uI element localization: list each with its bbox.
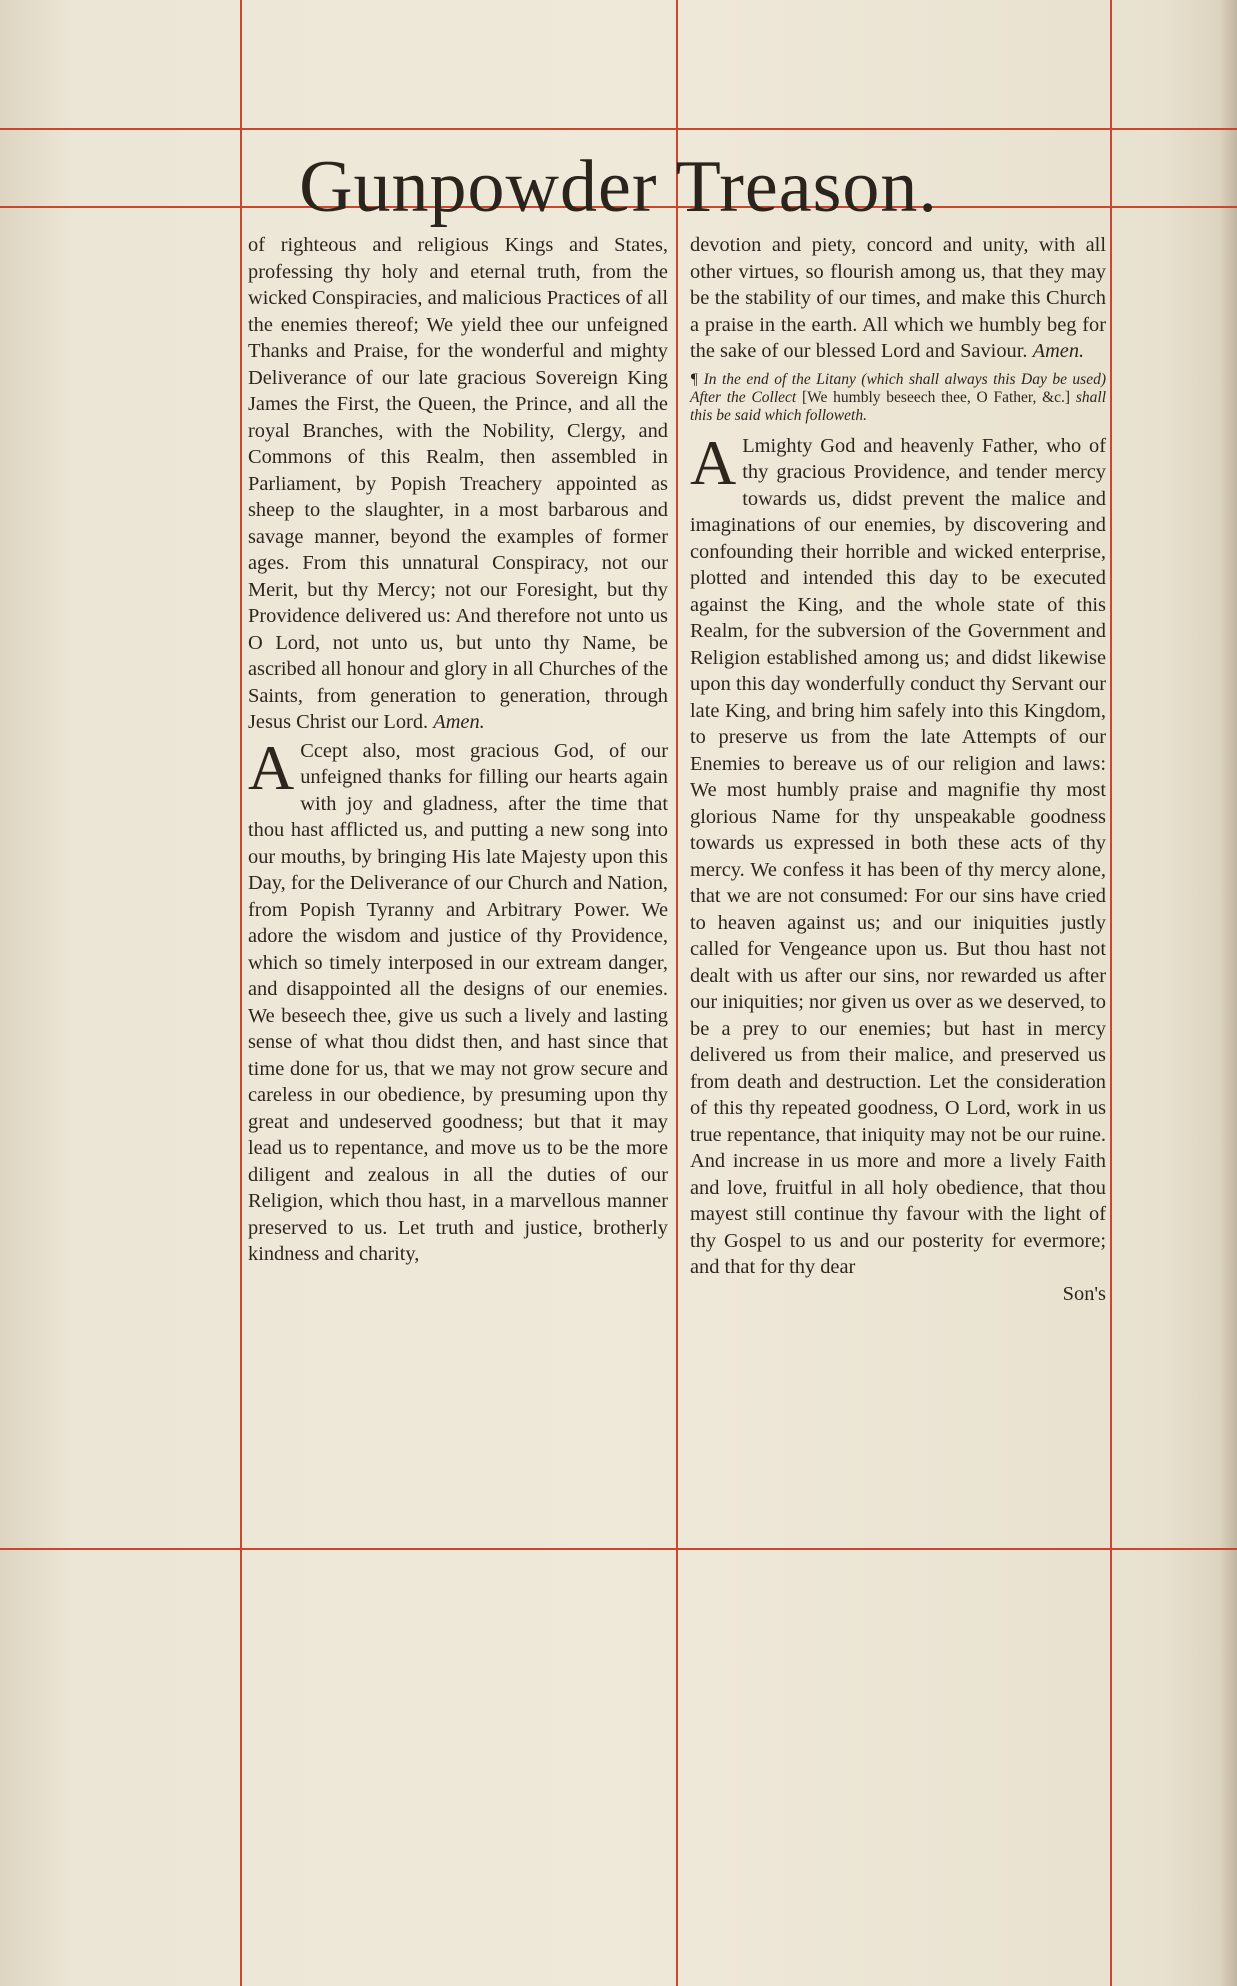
rubric-part-3: shall this be said which followeth. xyxy=(690,388,1107,424)
right-paragraph-1 xyxy=(690,232,1106,365)
left-paragraph-2 xyxy=(248,731,668,1268)
right-paragraph-2 xyxy=(690,426,1106,1281)
rule-above-title xyxy=(0,128,1237,130)
page-title: Gunpowder Treason. xyxy=(299,146,938,228)
rule-bottom-text xyxy=(0,1548,1237,1550)
left-paragraph-1 xyxy=(248,232,668,736)
right-paragraph-1-text: devotion and piety, concord and unity, with all other virtues, so flourish among us, that they may be the stability of our times, and make this Church a praise in the earth. All which we humbly beg for the sake of our blessed Lord and Saviour. xyxy=(690,234,1106,362)
rubric-instruction xyxy=(690,371,1106,425)
left-paragraph-2-text: Ccept also, most gracious God, of our unfeigned thanks for filling our hearts again with joy and gladness, after the time that thou hast afflicted us, and putting a new song into our mouths, by bringing His late Majesty upon this Day, for the Deliverance of our Church and Nation, from Popish Tyranny and Arbitrary Power. We adore the wisdom and justice of thy Providence, which so timely interposed in our extream danger, and disappointed all the designs of our enemies. We beseech thee, give us such a lively and lasting sense of what thou didst then, and hast since that time done for us, that we may not grow secure and careless in our obedience, by presuming upon thy great and undeserved goodness; but that it may lead us to repentance, and move us to be the more diligent and zealous in all the duties of our Religion, which thou hast, in a marvellous manner preserved to us. Let truth and justice, brotherly kindness and charity, xyxy=(248,739,668,1265)
margin-rule-right xyxy=(1110,0,1112,1986)
margin-rule-left xyxy=(240,0,242,1986)
drop-cap-right: A xyxy=(690,426,737,498)
right-paragraph-2-text: Lmighty God and heavenly Father, who of thy gracious Providence, and tender mercy towards us, didst prevent the malice and imaginations of our enemies, by discovering and confounding their horrible and wicked enterprise, plotted and intended this day to be executed against the King, and the whole state of this Realm, for the subversion of the Government and Religion established among us; and didst likewise upon this day wonderfully conduct thy Servant our late King, and bring him safely into this Kingdom, to preserve us from the late Attempts of our Enemies to bereave us of our religion and laws: We most humbly praise and magnifie thy most glorious Name for thy unspeakable goodness towards us expressed in both these acts of thy mercy. We confess it has been of thy mercy alone, that we are not consumed: For our sins have cried to heaven against us; and our iniquities justly called for Vengeance upon us. But thou hast not dealt with us after our sins, nor rewarded us after our iniquities; nor given us over as we deserved, to be a prey to our enemies; but hast in mercy delivered us from their malice, and preserved us from death and destruction. Let the consideration of this thy repeated goodness, O Lord, work in us true repentance, that iniquity may not be our ruine. And increase in us more and more a lively Faith and love, fruitful in all holy obedience, that thou mayest still continue thy favour with the light of thy Gospel to us and our posterity for evermore; and that for thy dear xyxy=(690,434,1106,1278)
amen-left: Amen. xyxy=(433,711,485,733)
rubric-part-2: [We humbly beseech thee, O Father, &c.] xyxy=(801,388,1071,406)
right-column xyxy=(690,232,1106,1307)
amen-right: Amen. xyxy=(1032,340,1085,362)
catchword: Son's xyxy=(1062,1282,1106,1305)
left-paragraph-1-text: of righteous and religious Kings and States, professing thy holy and eternal truth, from the wicked Conspiracies, and malicious Practices of all the enemies thereof; We yield thee our unfeigned Thanks and Praise, for the wonderful and mighty Deliverance of our late gracious Sovereign King James the First, the Queen, the Prince, and all the royal Branches, with the Nobility, Clergy, and Commons of this Realm, then assembled in Parliament, by Popish Treachery appointed as sheep to the slaughter, in a most barbarous and savage manner, beyond the examples of former ages. From this unnatural Conspiracy, not our Merit, but thy Mercy; not our Foresight, but thy Providence delivered us: And therefore not unto us O Lord, not unto us, but unto thy Name, be ascribed all honour and glory in all Churches of the Saints, from generation to generation, through Jesus Christ our Lord. xyxy=(248,234,668,733)
rubric-part-1: ¶ In the end of the Litany (which shall always this Day be used) After the Collect xyxy=(690,370,1106,406)
drop-cap-left: A xyxy=(248,731,295,803)
left-column xyxy=(248,232,668,1268)
page-edge-shadow xyxy=(1219,0,1237,1986)
margin-rule-center xyxy=(676,0,678,1986)
